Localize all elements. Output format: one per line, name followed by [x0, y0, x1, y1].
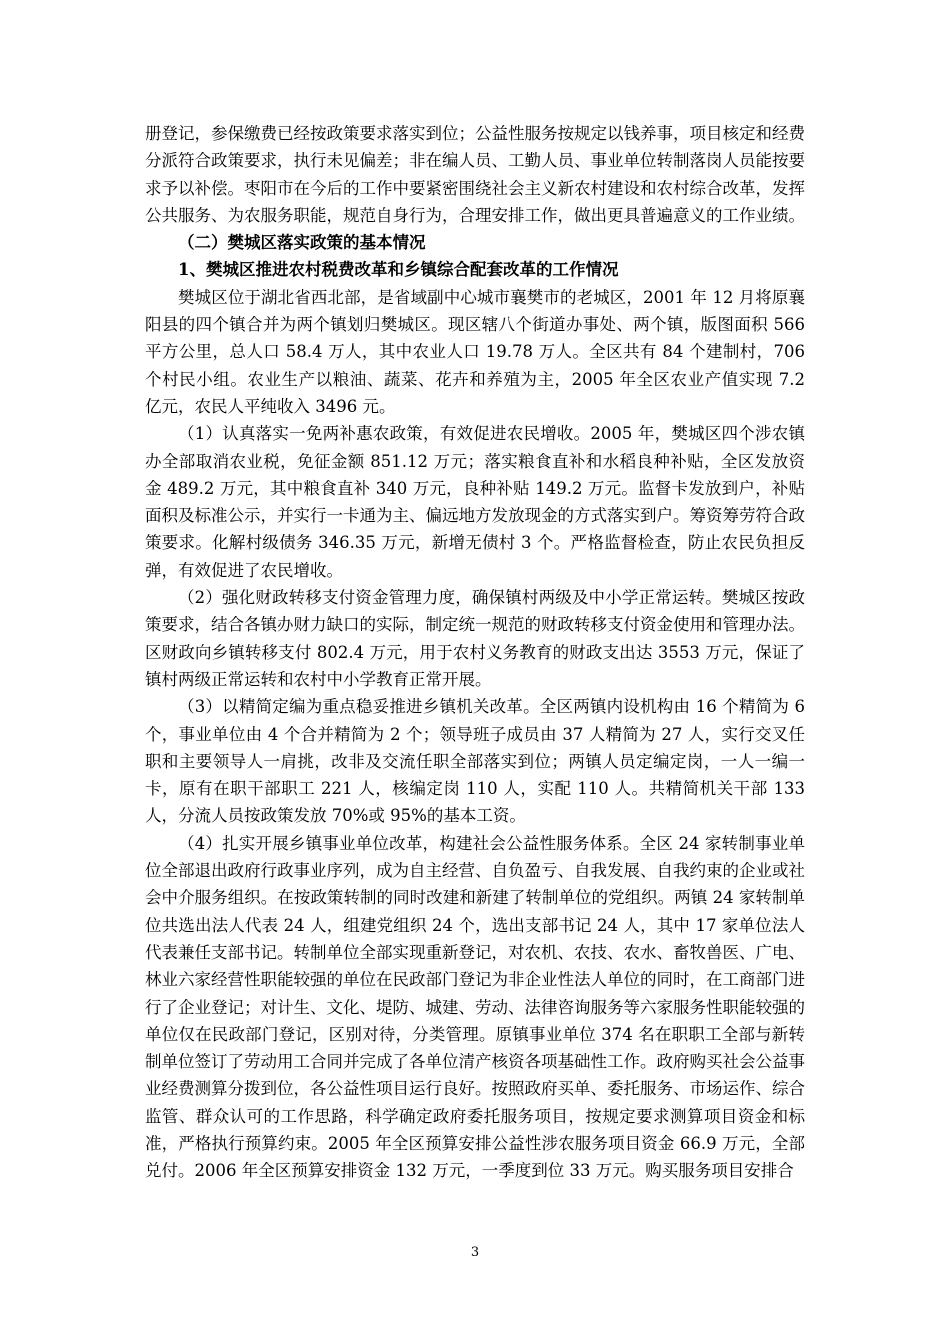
document-page [145, 120, 805, 1185]
intro-paragraph: 册登记，参保缴费已经按政策要求落实到位；公益性服务按规定以钱养事，项目核定和经费分派符合政策要求，执行未见偏差；非在编人员、工勤人员、事业单位转制落岗人员能按要求予以补偿。枣阳市在今后的工作中要紧密围绕社会主义新农村建设和农村综合改革，发挥公共服务、为农服务职能，规范自身行为，合理安排工作，做出更具普遍意义的工作业绩。 [145, 124, 805, 225]
paragraph-item-4: （4）扎实开展乡镇事业单位改革，构建社会公益性服务体系。全区 24 家转制事业单位全部退出政府行政事业序列，成为自主经营、自负盈亏、自我发展、自我约束的企业或社会中介服务组织。在按政策转制的同时改建和新建了转制单位的党组织。两镇 24 家转制单位共选出法人代表 24 人，组建党组织 24 个，选出支部书记 24 人，其中 17 家单位法人代表兼任支部书记。转制单位全部实现重新登记，对农机、农技、农水、畜牧兽医、广电、林业六家经营性职能较强的单位在民政部门登记为非企业性法人单位的同时，在工商部门进行了企业登记；对计生、文化、堤防、城建、劳动、法律咨询服务等六家服务性职能较强的单位仅在民政部门登记，区别对待，分类管理。原镇事业单位 374 名在职职工全部与新转制单位签订了劳动用工合同并完成了各单位清产核资各项基础性工作。政府购买社会公益事业经费测算分拨到位，各公益性项目运行良好。按照政府买单、委托服务、市场运作、综合监管、群众认可的工作思路，科学确定政府委托服务项目，按规定要求测算项目资金和标准，严格执行预算约束。2005 年全区预算安排公益性涉农服务项目资金 66.9 万元，全部兑付。2006 年全区预算安排资金 132 万元，一季度到位 33 万元。购买服务项目安排合 [145, 833, 805, 1181]
paragraph-item-3: （3）以精简定编为重点稳妥推进乡镇机关改革。全区两镇内设机构由 16 个精简为 6 个，事业单位由 4 个合并精简为 2 个；领导班子成员由 37 人精简为 27 人，实行交叉任职和主要领导人一肩挑，改非及交流任职全部落实到位；两镇人员定编定岗，一人一编一卡，原有在职干部职工 221 人，核编定岗 110 人，实配 110 人。共精简机关干部 133 人，分流人员按政策发放 70%或 95%的基本工资。 [145, 697, 805, 826]
paragraph-overview: 樊城区位于湖北省西北部，是省域副中心城市襄樊市的老城区，2001 年 12 月将原襄阳县的四个镇合并为两个镇划归樊城区。现区辖八个街道办事处、两个镇，版图面积 566 平方公里，总人口 58.4 万人，其中农业人口 19.78 万人。全区共有 84 个建制村，706 个村民小组。农业生产以粮油、蔬菜、花卉和养殖为主，2005 年全区农业产值实现 7.2 亿元，农民人平纯收入 3496 元。 [145, 287, 805, 416]
subsection-heading: 1、樊城区推进农村税费改革和乡镇综合配套改革的工作情况 [178, 260, 619, 280]
page-number: 3 [470, 1245, 480, 1260]
section-heading: （二）樊城区落实政策的基本情况 [178, 233, 426, 253]
paragraph-item-1: （1）认真落实一免两补惠农政策，有效促进农民增收。2005 年，樊城区四个涉农镇办全部取消农业税，免征金额 851.12 万元；落实粮食直补和水稻良种补贴，全区发放资金 489.2 万元，其中粮食直补 340 万元，良种补贴 149.2 万元。监督卡发放到户，补贴面积及标准公示，并实行一卡通为主、偏远地方发放现金的方式落实到户。筹资筹劳符合政策要求。化解村级债务 346.35 万元，新增无债村 3 个。严格监督检查，防止农民负担反弹，有效促进了农民增收。 [145, 424, 805, 580]
paragraph-item-2: （2）强化财政转移支付资金管理力度，确保镇村两级及中小学正常运转。樊城区按政策要求，结合各镇办财力缺口的实际，制定统一规范的财政转移支付资金使用和管理办法。区财政向乡镇转移支付 802.4 万元，用于农村义务教育的财政支出达 3553 万元，保证了镇村两级正常运转和农村中小学教育正常开展。 [145, 588, 805, 689]
